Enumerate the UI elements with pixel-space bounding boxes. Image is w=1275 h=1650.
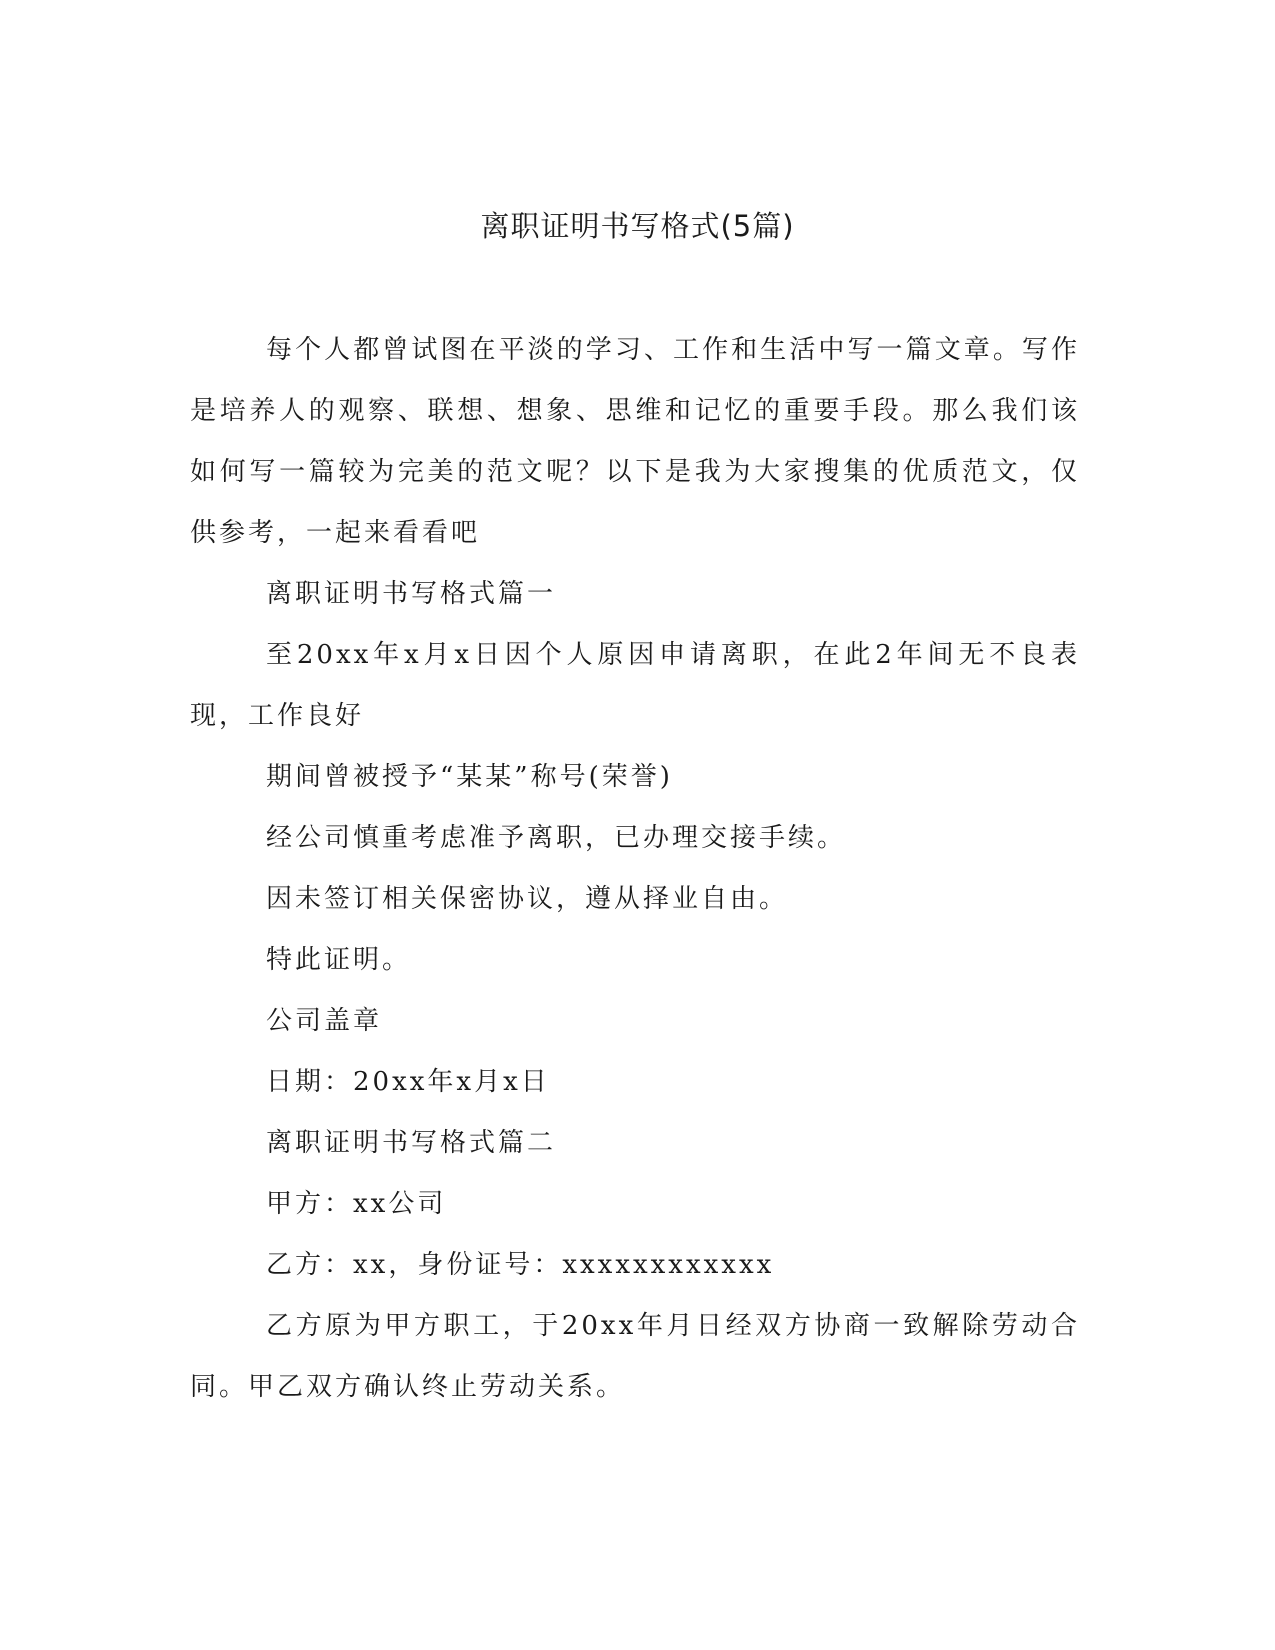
body-paragraph: 乙方原为甲方职工，于20xx年月日经双方协商一致解除劳动合同。甲乙双方确认终止劳动关系。: [190, 1311, 1080, 1402]
party-b-line: 乙方：xx，身份证号：xxxxxxxxxxxx: [266, 1250, 775, 1280]
company-seal-line: 公司盖章: [266, 1006, 383, 1036]
document-title: 离职证明书写格式(5篇): [480, 209, 795, 243]
body-paragraph: 特此证明。: [266, 945, 412, 975]
section-heading-2: 离职证明书写格式篇二: [266, 1128, 557, 1158]
section-heading-1: 离职证明书写格式篇一: [266, 579, 557, 609]
body-paragraph: 经公司慎重考虑准予离职，已办理交接手续。: [266, 823, 847, 853]
document-body: [190, 320, 1080, 1418]
party-a-line: 甲方：xx公司: [266, 1189, 447, 1219]
body-paragraph: 因未签订相关保密协议，遵从择业自由。: [266, 884, 789, 914]
date-line: 日期：20xx年x月x日: [266, 1067, 550, 1097]
body-paragraph: 至20xx年x月x日因个人原因申请离职，在此2年间无不良表现，工作良好: [190, 640, 1080, 731]
intro-paragraph: 每个人都曾试图在平淡的学习、工作和生活中写一篇文章。写作是培养人的观察、联想、想象、思维和记忆的重要手段。那么我们该如何写一篇较为完美的范文呢？以下是我为大家搜集的优质范文，仅供参考，一起来看看吧: [190, 335, 1080, 548]
body-paragraph: 期间曾被授予“某某”称号(荣誉): [266, 762, 673, 792]
